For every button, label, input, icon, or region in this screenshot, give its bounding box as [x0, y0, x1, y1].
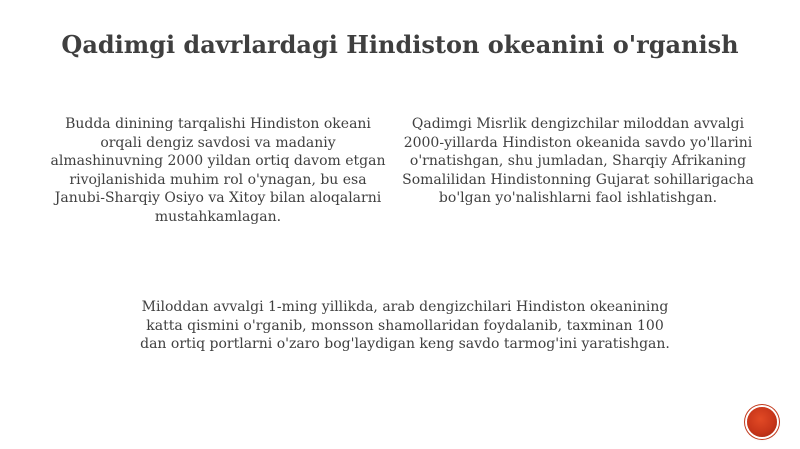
paragraph-arab-sailors: Miloddan avvalgi 1-ming yillikda, arab dengizchilari Hindiston okeanining katta qismini o'rganib, monsson shamollaridan foydalanib, taxminan 100 dan ortiq portlarni o'zaro bog'laydigan keng savdo tarmog'ini yaratishgan. [140, 299, 670, 353]
paragraph-egyptian-sailors: Qadimgi Misrlik dengizchilar miloddan avvalgi 2000-yillarda Hindiston okeanida savdo yo'llarini o'rnatishgan, shu jumladan, Sharqiy Afrikaning Somalilidan Hindistonning Gujarat sohillarigacha bo'lgan yo'nalishlarni faol ishlatishgan. [402, 116, 754, 207]
next-slide-button[interactable] [747, 407, 777, 437]
slide-title: Qadimgi davrlardagi Hindiston okeanini o'rganish [61, 30, 739, 59]
paragraph-buddhism: Budda dinining tarqalishi Hindiston okeani orqali dengiz savdosi va madaniy almashinuvning 2000 yildan ortiq davom etgan rivojlanishida muhim rol o'ynagan, bu esa Janubi-Sharqiy Osiyo va Xitoy bilan aloqalarni mustahkamlagan. [50, 116, 386, 225]
